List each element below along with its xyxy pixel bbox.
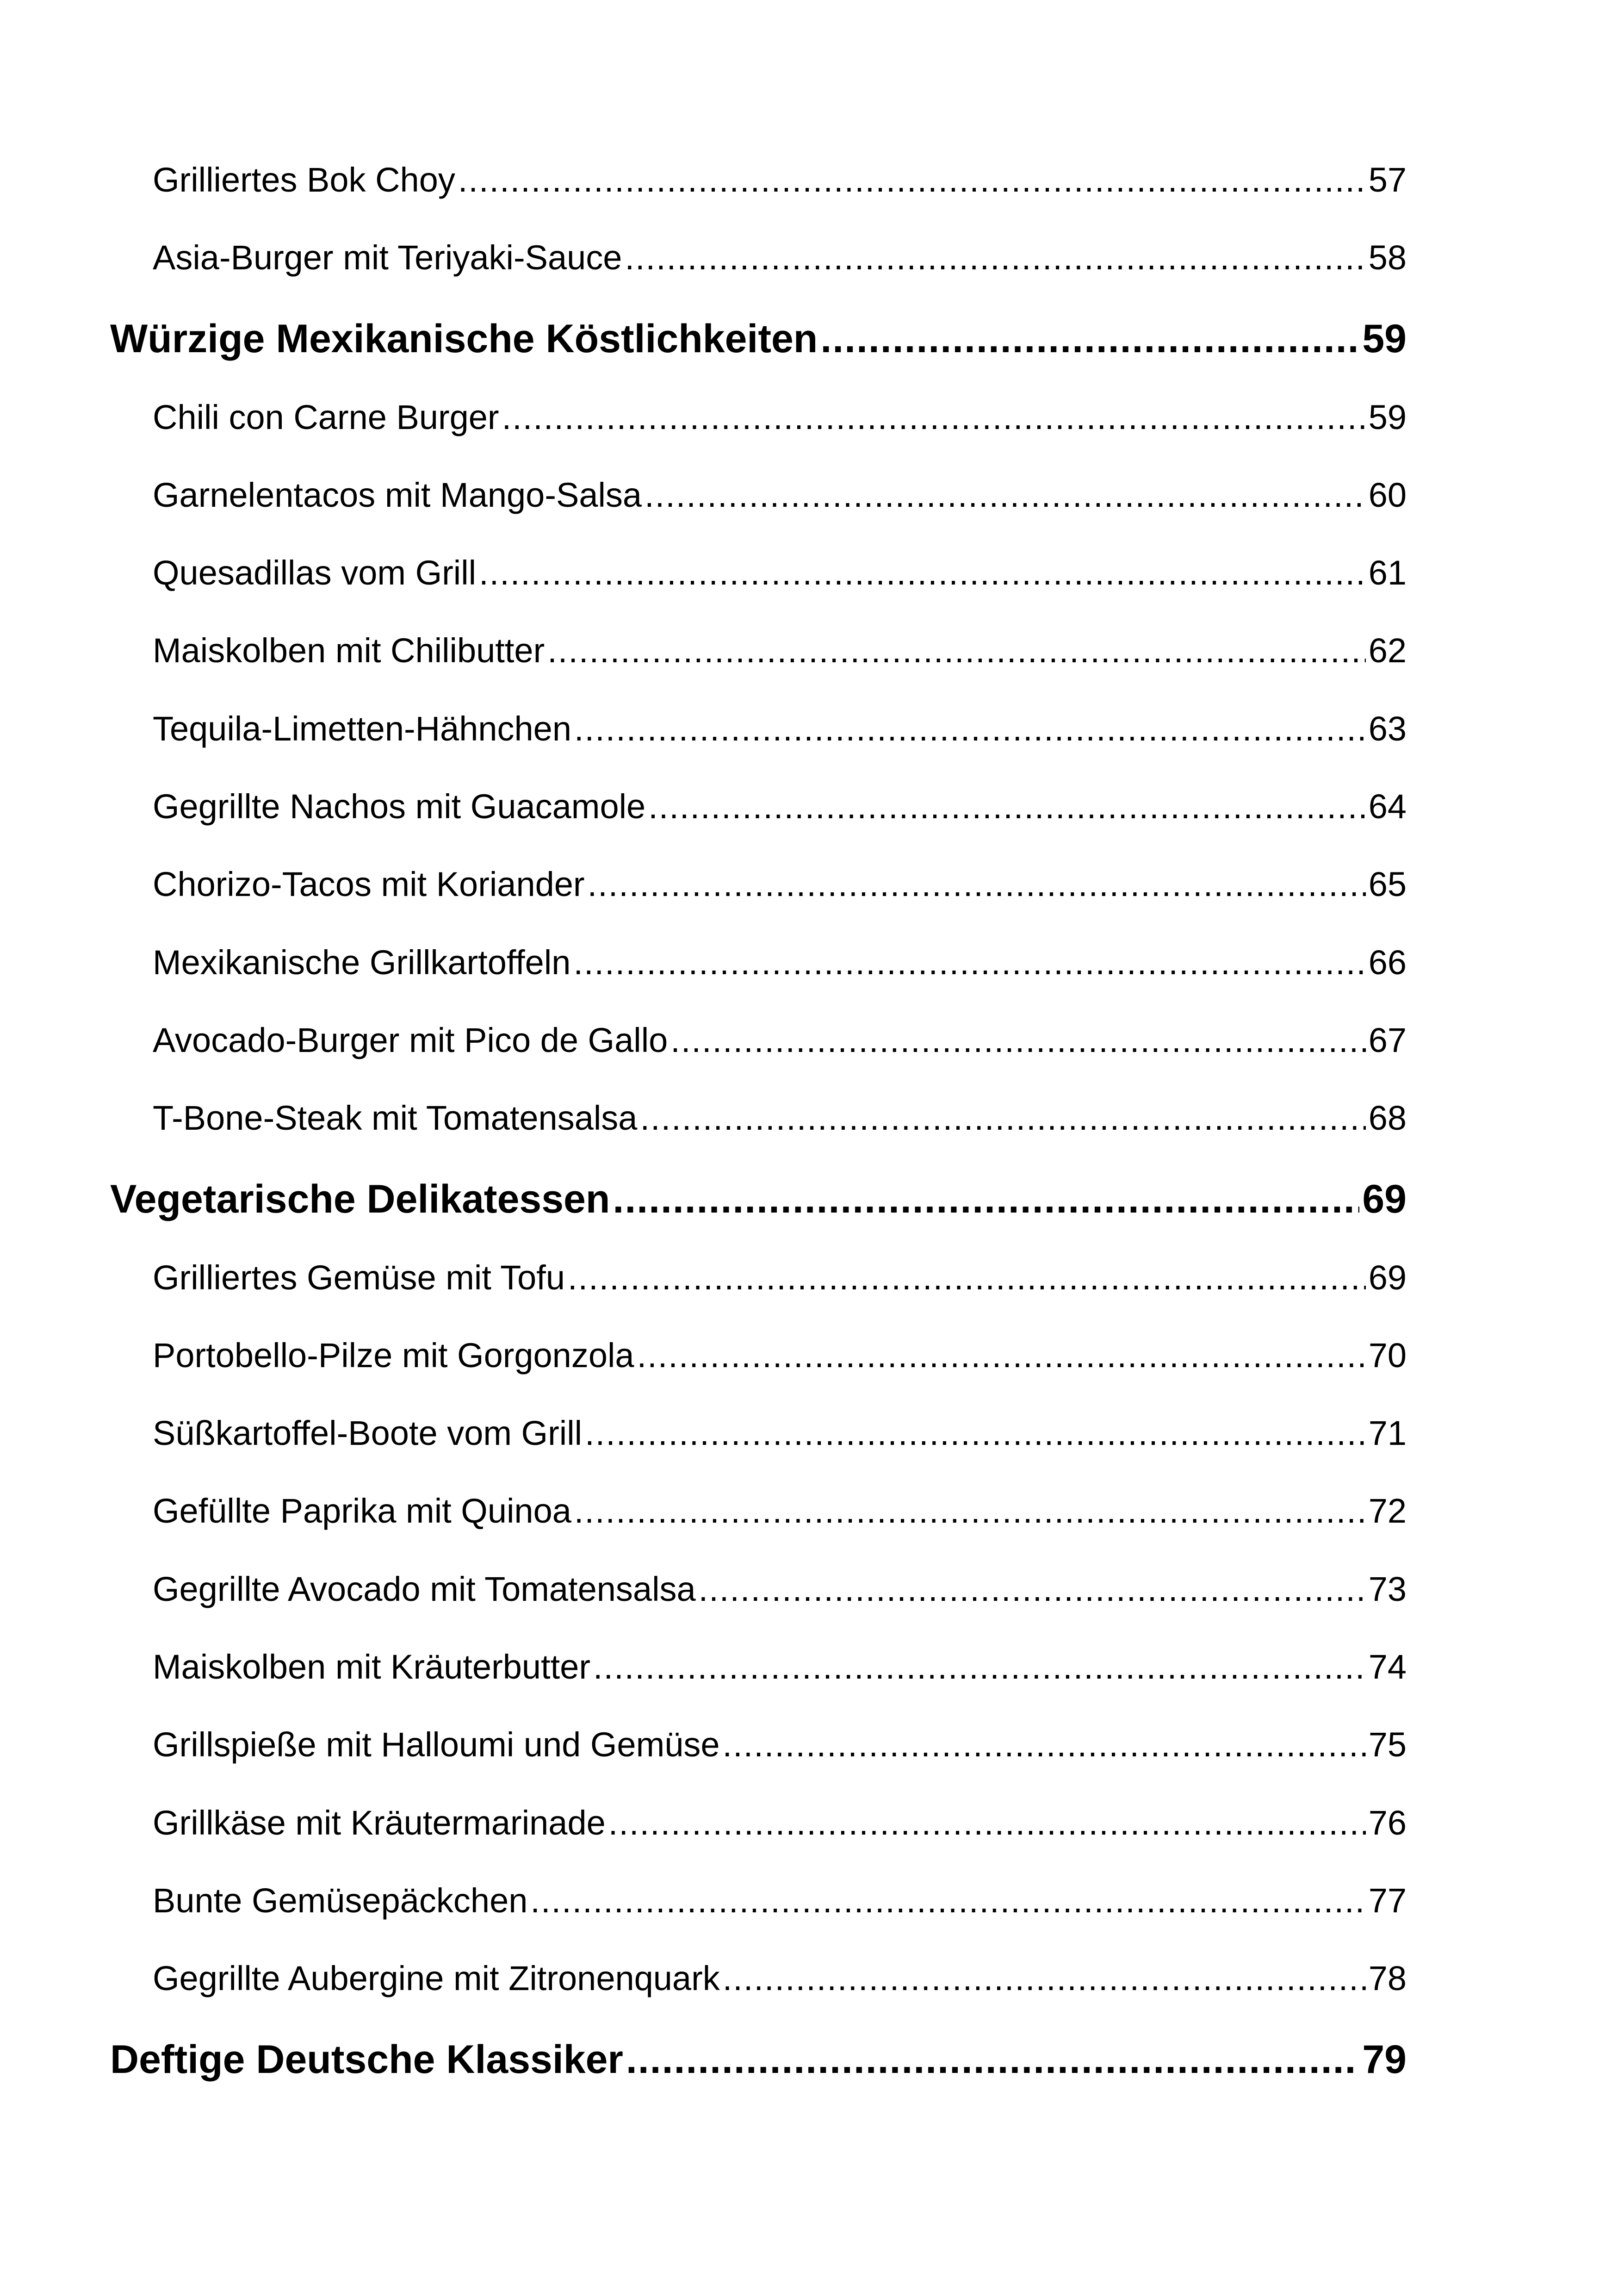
- toc-entry-quesadillas[interactable]: [110, 553, 1407, 631]
- toc-dot-leader: [593, 1647, 1366, 1686]
- toc-dot-leader: [574, 1491, 1366, 1531]
- toc-entry-page: 68: [1368, 1099, 1407, 1138]
- toc-entry-page: 76: [1368, 1803, 1407, 1842]
- toc-dot-leader: [648, 787, 1365, 826]
- toc-dot-leader: [670, 1020, 1365, 1060]
- toc-dot-leader: [573, 943, 1365, 982]
- toc-section-page: 59: [1362, 316, 1407, 361]
- toc-entry-gegrillte-nachos[interactable]: [110, 787, 1407, 865]
- toc-entry-page: 62: [1368, 631, 1407, 670]
- toc-entry-title: Gegrillte Avocado mit Tomatensalsa: [153, 1569, 696, 1608]
- toc-entry-t-bone-steak[interactable]: [110, 1098, 1407, 1176]
- toc-entry-title: Portobello-Pilze mit Gorgonzola: [153, 1336, 634, 1375]
- toc-section-deutsch[interactable]: [110, 2037, 1407, 2118]
- toc-entry-mexikanische-grillkartoffeln[interactable]: [110, 943, 1407, 1020]
- toc-entry-page: 71: [1368, 1414, 1407, 1453]
- toc-dot-leader: [574, 709, 1366, 748]
- toc-entry-grilliertes-bok-choy[interactable]: [110, 160, 1407, 238]
- toc-dot-leader: [458, 160, 1366, 199]
- toc-dot-leader: [820, 316, 1359, 362]
- toc-entry-gegrillte-aubergine[interactable]: [110, 1959, 1407, 2036]
- toc-entry-page: 74: [1368, 1648, 1407, 1686]
- toc-entry-bunte-gemuesepaeckchen[interactable]: [110, 1881, 1407, 1959]
- toc-entry-title: Tequila-Limetten-Hähnchen: [153, 709, 571, 748]
- toc-dot-leader: [479, 553, 1366, 592]
- toc-entry-title: Maiskolben mit Chilibutter: [153, 631, 545, 670]
- toc-entry-title: Gegrillte Nachos mit Guacamole: [153, 787, 646, 826]
- toc-entry-title: Süßkartoffel-Boote vom Grill: [153, 1414, 583, 1453]
- toc-section-title: Deftige Deutsche Klassiker: [110, 2037, 623, 2082]
- toc-entry-page: 63: [1368, 709, 1407, 748]
- toc-dot-leader: [547, 631, 1365, 670]
- toc-entry-page: 58: [1368, 238, 1407, 277]
- toc-dot-leader: [637, 1336, 1366, 1375]
- toc-entry-title: Grillspieße mit Halloumi und Gemüse: [153, 1725, 720, 1764]
- toc-section-page: 69: [1362, 1176, 1407, 1221]
- toc-entry-page: 66: [1368, 943, 1407, 982]
- toc-entry-grillkaese[interactable]: [110, 1803, 1407, 1881]
- toc-entry-avocado-burger[interactable]: [110, 1020, 1407, 1098]
- toc-section-title: Vegetarische Delikatessen: [110, 1176, 610, 1221]
- toc-dot-leader: [723, 1959, 1366, 1998]
- toc-entry-grillspiesse-halloumi[interactable]: [110, 1725, 1407, 1803]
- toc-entry-title: Bunte Gemüsepäckchen: [153, 1881, 528, 1920]
- toc-dot-leader: [625, 238, 1365, 277]
- toc-entry-gegrillte-avocado[interactable]: [110, 1569, 1407, 1647]
- toc-entry-page: 70: [1368, 1336, 1407, 1375]
- table-of-contents: [110, 160, 1407, 2118]
- toc-entry-page: 67: [1368, 1020, 1407, 1059]
- toc-entry-title: Chili con Carne Burger: [153, 398, 499, 436]
- toc-entry-title: Gefüllte Paprika mit Quinoa: [153, 1492, 571, 1531]
- toc-dot-leader: [530, 1881, 1365, 1920]
- toc-dot-leader: [645, 475, 1366, 515]
- toc-entry-maiskolben-kraeuterbutter[interactable]: [110, 1647, 1407, 1725]
- toc-entry-page: 77: [1368, 1881, 1407, 1920]
- toc-entry-chili-con-carne-burger[interactable]: [110, 398, 1407, 475]
- toc-entry-title: Chorizo-Tacos mit Koriander: [153, 865, 585, 904]
- toc-entry-page: 73: [1368, 1569, 1407, 1608]
- toc-entry-title: Gegrillte Aubergine mit Zitronenquark: [153, 1959, 720, 1998]
- toc-entry-title: Avocado-Burger mit Pico de Gallo: [153, 1020, 668, 1059]
- toc-entry-title: Grilliertes Bok Choy: [153, 161, 455, 199]
- toc-entry-title: Mexikanische Grillkartoffeln: [153, 943, 571, 982]
- toc-entry-garnelentacos[interactable]: [110, 475, 1407, 553]
- toc-entry-title: Maiskolben mit Kräuterbutter: [153, 1648, 590, 1686]
- toc-entry-page: 59: [1368, 398, 1407, 436]
- toc-dot-leader: [640, 1098, 1365, 1138]
- toc-entry-page: 75: [1368, 1725, 1407, 1764]
- toc-dot-leader: [699, 1569, 1366, 1609]
- toc-section-mexikanisch[interactable]: [110, 316, 1407, 398]
- toc-section-title: Würzige Mexikanische Köstlichkeiten: [110, 316, 818, 361]
- toc-entry-maiskolben-chilibutter[interactable]: [110, 631, 1407, 709]
- toc-dot-leader: [588, 865, 1366, 904]
- toc-entry-chorizo-tacos[interactable]: [110, 865, 1407, 942]
- toc-entry-title: Grillkäse mit Kräutermarinade: [153, 1803, 606, 1842]
- toc-dot-leader: [626, 2037, 1359, 2083]
- toc-entry-page: 72: [1368, 1492, 1407, 1531]
- toc-entry-page: 65: [1368, 865, 1407, 904]
- toc-entry-title: Garnelentacos mit Mango-Salsa: [153, 475, 642, 514]
- toc-dot-leader: [502, 398, 1366, 437]
- toc-entry-page: 64: [1368, 787, 1407, 826]
- toc-dot-leader: [613, 1176, 1359, 1222]
- toc-entry-page: 69: [1368, 1258, 1407, 1297]
- toc-dot-leader: [608, 1803, 1366, 1842]
- toc-entry-tequila-limetten-haehnchen[interactable]: [110, 709, 1407, 787]
- toc-entry-grilliertes-gemuese-tofu[interactable]: [110, 1258, 1407, 1336]
- toc-entry-title: T-Bone-Steak mit Tomatensalsa: [153, 1099, 638, 1138]
- toc-entry-page: 61: [1368, 554, 1407, 592]
- toc-entry-portobello-pilze[interactable]: [110, 1336, 1407, 1413]
- toc-dot-leader: [585, 1413, 1366, 1453]
- toc-section-page: 79: [1362, 2037, 1407, 2082]
- toc-entry-asia-burger[interactable]: [110, 238, 1407, 316]
- toc-dot-leader: [723, 1725, 1366, 1764]
- toc-entry-suesskartoffel-boote[interactable]: [110, 1413, 1407, 1491]
- toc-entry-page: 78: [1368, 1959, 1407, 1998]
- toc-entry-page: 57: [1368, 161, 1407, 199]
- toc-entry-gefuellte-paprika[interactable]: [110, 1491, 1407, 1569]
- toc-dot-leader: [568, 1258, 1366, 1297]
- toc-section-vegetarisch[interactable]: [110, 1176, 1407, 1258]
- toc-entry-title: Grilliertes Gemüse mit Tofu: [153, 1258, 565, 1297]
- toc-entry-title: Asia-Burger mit Teriyaki-Sauce: [153, 238, 622, 277]
- toc-entry-page: 60: [1368, 475, 1407, 514]
- toc-entry-title: Quesadillas vom Grill: [153, 554, 477, 592]
